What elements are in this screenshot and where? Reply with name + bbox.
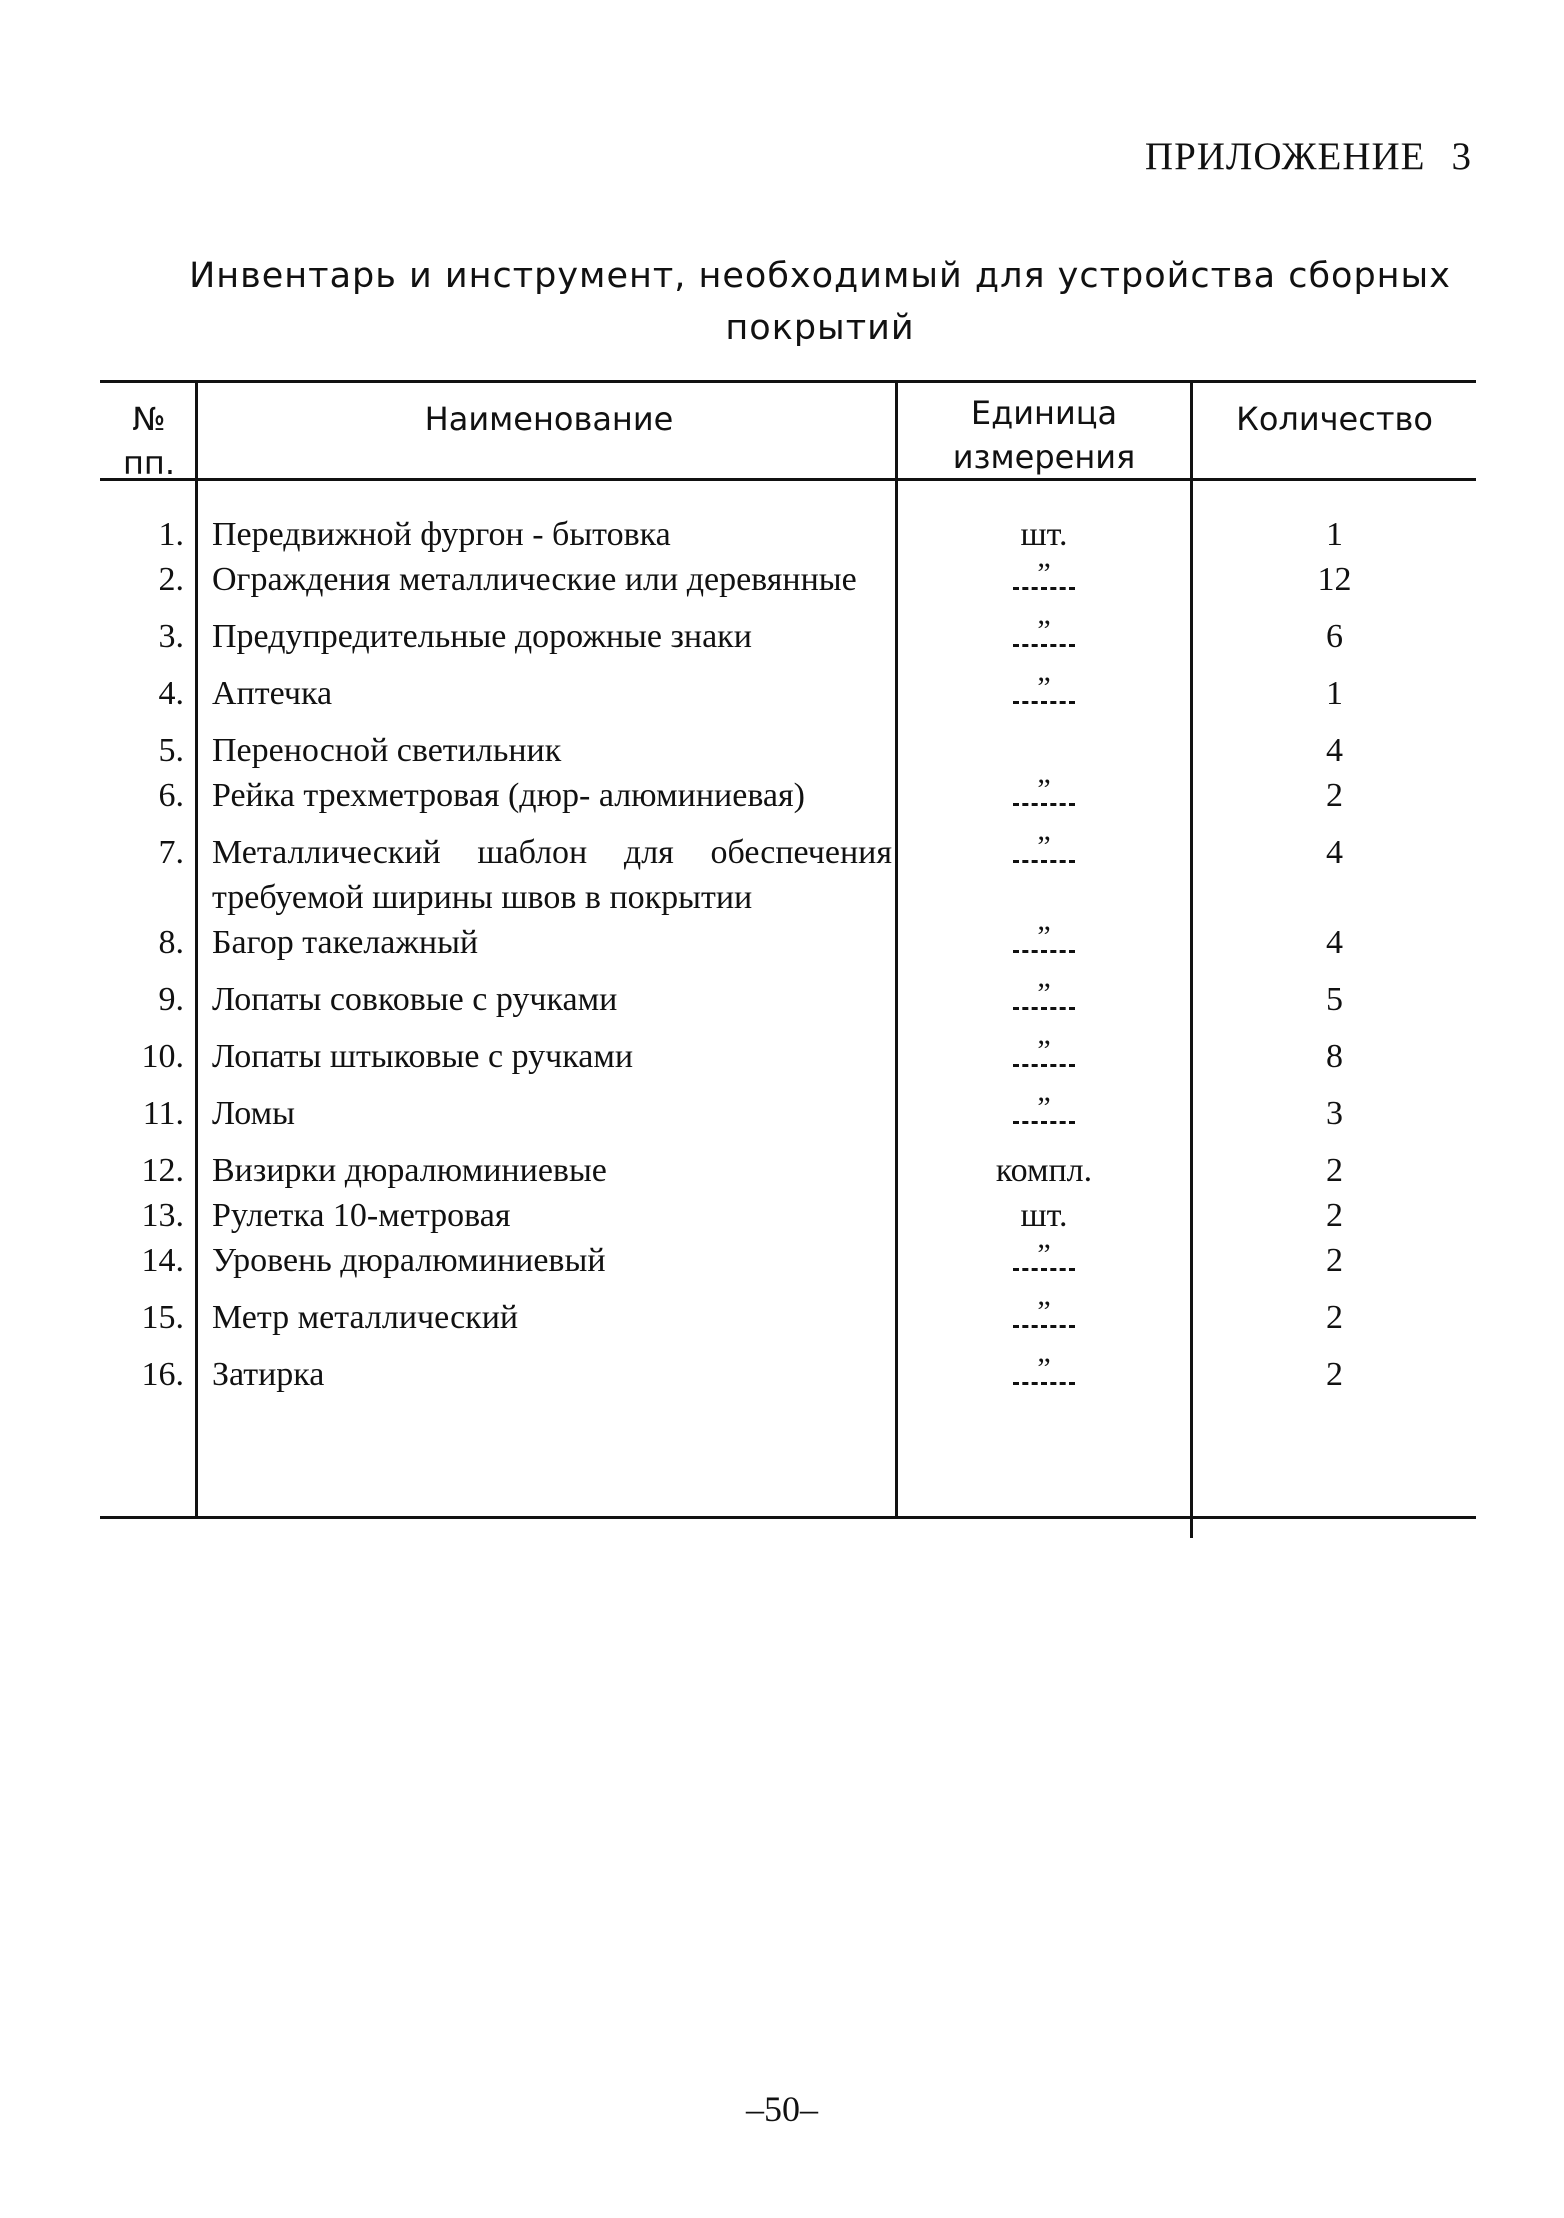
- item-name: Метр металлический: [212, 1299, 519, 1336]
- title-line-2: покрытий: [725, 308, 915, 348]
- appendix-label: ПРИЛОЖЕНИЕ: [1144, 135, 1426, 178]
- item-unit: [898, 1352, 1190, 1409]
- ditto-mark: [1009, 1295, 1079, 1340]
- row-number: 8.: [158, 924, 184, 961]
- item-unit: [898, 977, 1190, 1034]
- row-number: 11.: [142, 1095, 184, 1132]
- item-quantity: 1: [1326, 675, 1343, 712]
- item-unit: [898, 671, 1190, 728]
- item-unit: [898, 614, 1190, 671]
- item-unit: [898, 920, 1190, 977]
- item-quantity: 1: [1326, 516, 1343, 553]
- row-number: 13.: [141, 1197, 184, 1234]
- row-number: 3.: [158, 618, 184, 655]
- item-name: Переносной светильник: [212, 732, 562, 769]
- page-number: –50–: [746, 2089, 818, 2129]
- item-unit: [898, 1034, 1190, 1091]
- table-row: [100, 512, 1476, 557]
- appendix-heading: [1145, 134, 1472, 179]
- table-row: [100, 728, 1476, 773]
- item-name: Рулетка 10-метровая: [212, 1197, 511, 1234]
- item-unit: [898, 773, 1190, 830]
- table-row: [100, 1034, 1476, 1091]
- header-number-line-2: пп.: [122, 444, 175, 482]
- table-bottom-rule: [100, 1516, 1476, 1519]
- item-unit: [898, 1091, 1190, 1148]
- item-name: Лопаты совковые с ручками: [212, 981, 618, 1018]
- table-row: [100, 977, 1476, 1034]
- document-title: [170, 250, 1470, 354]
- item-name: Багор такелажный: [212, 924, 479, 961]
- ditto-mark: [1009, 614, 1079, 659]
- ditto-mark: [1009, 1352, 1079, 1397]
- ditto-mark: [1009, 1238, 1079, 1283]
- row-number: 12.: [141, 1152, 184, 1189]
- table-row: [100, 773, 1476, 830]
- item-unit: [898, 557, 1190, 614]
- item-quantity: 12: [1317, 561, 1352, 598]
- appendix-number: 3: [1451, 135, 1472, 178]
- row-number: 2.: [158, 561, 184, 598]
- item-name: Ломы: [212, 1095, 295, 1132]
- item-name: Предупредительные дорожные знаки: [212, 618, 752, 655]
- header-quantity: Количество: [1236, 400, 1433, 438]
- row-number: 6.: [158, 777, 184, 814]
- row-number: 5.: [158, 732, 184, 769]
- item-quantity: 6: [1326, 618, 1343, 655]
- header-number: [100, 397, 198, 485]
- row-number: 16.: [141, 1356, 184, 1393]
- item-name: Затирка: [212, 1356, 325, 1393]
- table-row: [100, 1091, 1476, 1148]
- item-name: Лопаты штыковые с ручками: [212, 1038, 634, 1075]
- table-row: [100, 920, 1476, 977]
- table-row: [100, 1295, 1476, 1352]
- item-quantity: 2: [1326, 1299, 1343, 1336]
- header-unit-line-1: Единица: [970, 394, 1118, 432]
- header-unit-line-2: измерения: [952, 438, 1136, 476]
- ditto-mark: [1009, 830, 1079, 875]
- item-unit: шт.: [1020, 516, 1068, 553]
- item-name: Ограждения металлические или деревянные: [212, 561, 857, 598]
- item-unit: [898, 830, 1190, 887]
- row-number: 4.: [158, 675, 184, 712]
- item-unit: компл.: [995, 1152, 1093, 1189]
- ditto-mark: [1009, 1091, 1079, 1136]
- header-number-line-1: №: [132, 400, 166, 438]
- table-row: [100, 1148, 1476, 1193]
- ditto-mark: [1009, 773, 1079, 818]
- item-name: Аптечка: [212, 675, 333, 712]
- item-quantity: 2: [1326, 777, 1343, 814]
- ditto-mark: [1009, 977, 1079, 1022]
- ditto-mark: [1009, 671, 1079, 716]
- table-row: [100, 557, 1476, 614]
- table-row: [100, 1238, 1476, 1295]
- ditto-mark: [1009, 1034, 1079, 1079]
- header-unit: [898, 391, 1190, 479]
- item-quantity: 2: [1326, 1152, 1343, 1189]
- table-row: [100, 1193, 1476, 1238]
- item-quantity: 4: [1326, 924, 1343, 961]
- item-name: Уровень дюралюминиевый: [212, 1242, 606, 1279]
- row-number: 10.: [141, 1038, 184, 1075]
- item-quantity: 2: [1326, 1197, 1343, 1234]
- item-unit: [898, 1238, 1190, 1295]
- title-line-1: Инвентарь и инструмент, необходимый для устройства сборных: [189, 256, 1451, 296]
- row-number: 1.: [158, 516, 184, 553]
- item-quantity: 4: [1326, 834, 1343, 871]
- table-body: [100, 512, 1476, 1409]
- row-number: 14.: [141, 1242, 184, 1279]
- item-name: Визирки дюралюминиевые: [212, 1152, 607, 1189]
- row-number: 9.: [158, 981, 184, 1018]
- item-quantity: 3: [1326, 1095, 1343, 1132]
- item-name: Рейка трехметровая (дюр- алюминиевая): [212, 777, 805, 814]
- item-unit: [898, 1295, 1190, 1352]
- item-quantity: 2: [1326, 1356, 1343, 1393]
- table-row: [100, 671, 1476, 728]
- header-name: Наименование: [424, 400, 674, 438]
- ditto-mark: [1009, 557, 1079, 602]
- table-row: [100, 830, 1476, 920]
- table-header-rule: [100, 478, 1476, 481]
- ditto-mark: [1009, 920, 1079, 965]
- item-quantity: 5: [1326, 981, 1343, 1018]
- row-number: 15.: [141, 1299, 184, 1336]
- item-quantity: 4: [1326, 732, 1343, 769]
- item-unit: шт.: [1020, 1197, 1068, 1234]
- item-quantity: 8: [1326, 1038, 1343, 1075]
- table-row: [100, 614, 1476, 671]
- table-top-rule: [100, 380, 1476, 383]
- table-row: [100, 1352, 1476, 1409]
- item-quantity: 2: [1326, 1242, 1343, 1279]
- item-name: Металлический шаблон для обеспечения требуемой ширины швов в покрытии: [212, 834, 892, 916]
- item-name: Передвижной фургон - бытовка: [212, 516, 671, 553]
- row-number: 7.: [158, 834, 184, 871]
